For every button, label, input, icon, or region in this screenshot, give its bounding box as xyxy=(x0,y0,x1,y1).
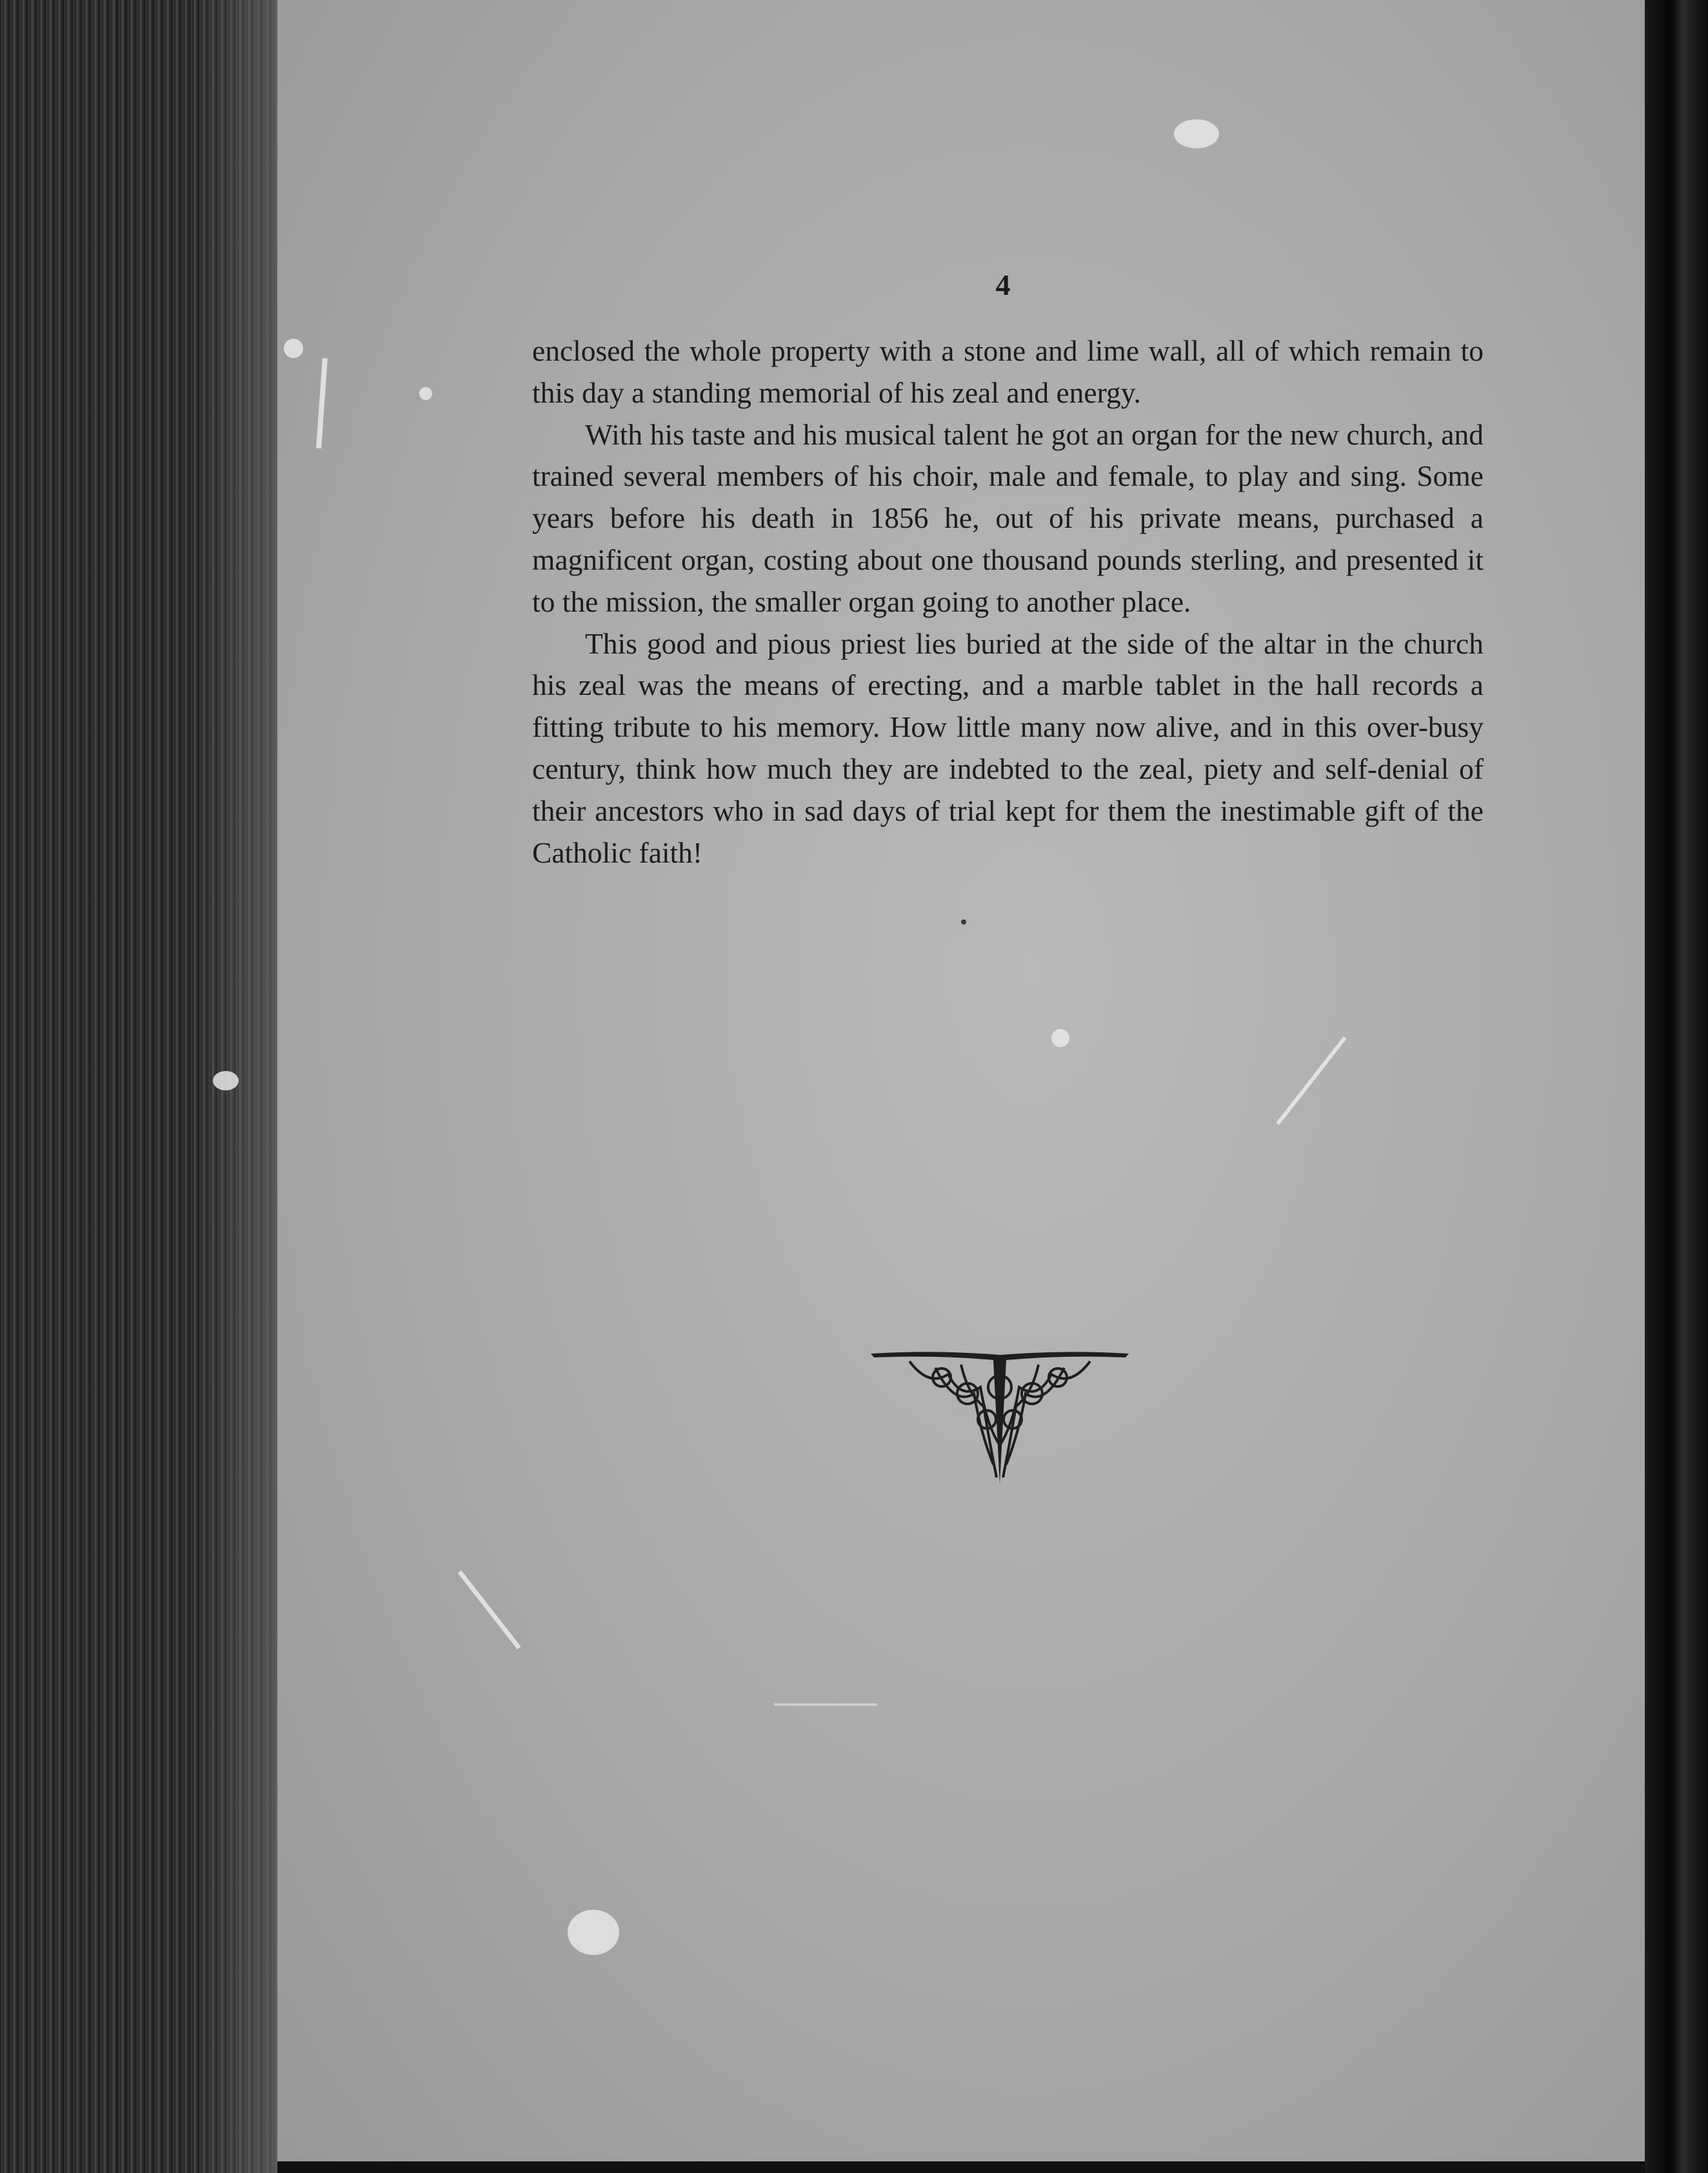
dust-speck xyxy=(213,1071,239,1090)
paragraph-organ: With his taste and his musical talent he got an organ for the new church, and trained several members of his choir, male and female, to play and sing. Some years before his death in 1856 he, out of his private means, purchased a magnificent organ, costing about one thousand pounds sterling, and presented it to the mission, the smaller organ going to another place. xyxy=(532,417,1484,618)
scanner-right-edge xyxy=(1645,0,1708,2173)
dust-speck xyxy=(1174,119,1219,148)
dust-speck xyxy=(1051,1029,1069,1047)
dust-speck xyxy=(284,339,303,358)
page-number: 4 xyxy=(995,268,1011,301)
paragraph-continued: enclosed the whole property with a stone and lime wall, all of which remain to this day a standing memorial of his zeal and energy. xyxy=(532,334,1484,409)
dust-speck xyxy=(419,387,432,400)
dust-speck xyxy=(568,1910,619,1955)
page-surface xyxy=(277,0,1645,2161)
scratch-mark xyxy=(774,1703,877,1706)
tailpiece-ornament-icon xyxy=(871,1348,1129,1490)
dust-speck xyxy=(961,919,966,925)
paragraph-burial: This good and pious priest lies buried at the side of the altar in the church his zeal was the means of erecting, and a marble tablet in the hall records a fitting tribute to his memory. How little many now alive, and in this over-busy century, think how much they are indebted to the zeal, piety and self-denial of their ancestors who in sad days of trial kept for them the inestimable gift of the Catholic faith! xyxy=(532,626,1484,869)
body-text xyxy=(532,330,1484,874)
scanner-bottom-edge xyxy=(277,2161,1645,2173)
